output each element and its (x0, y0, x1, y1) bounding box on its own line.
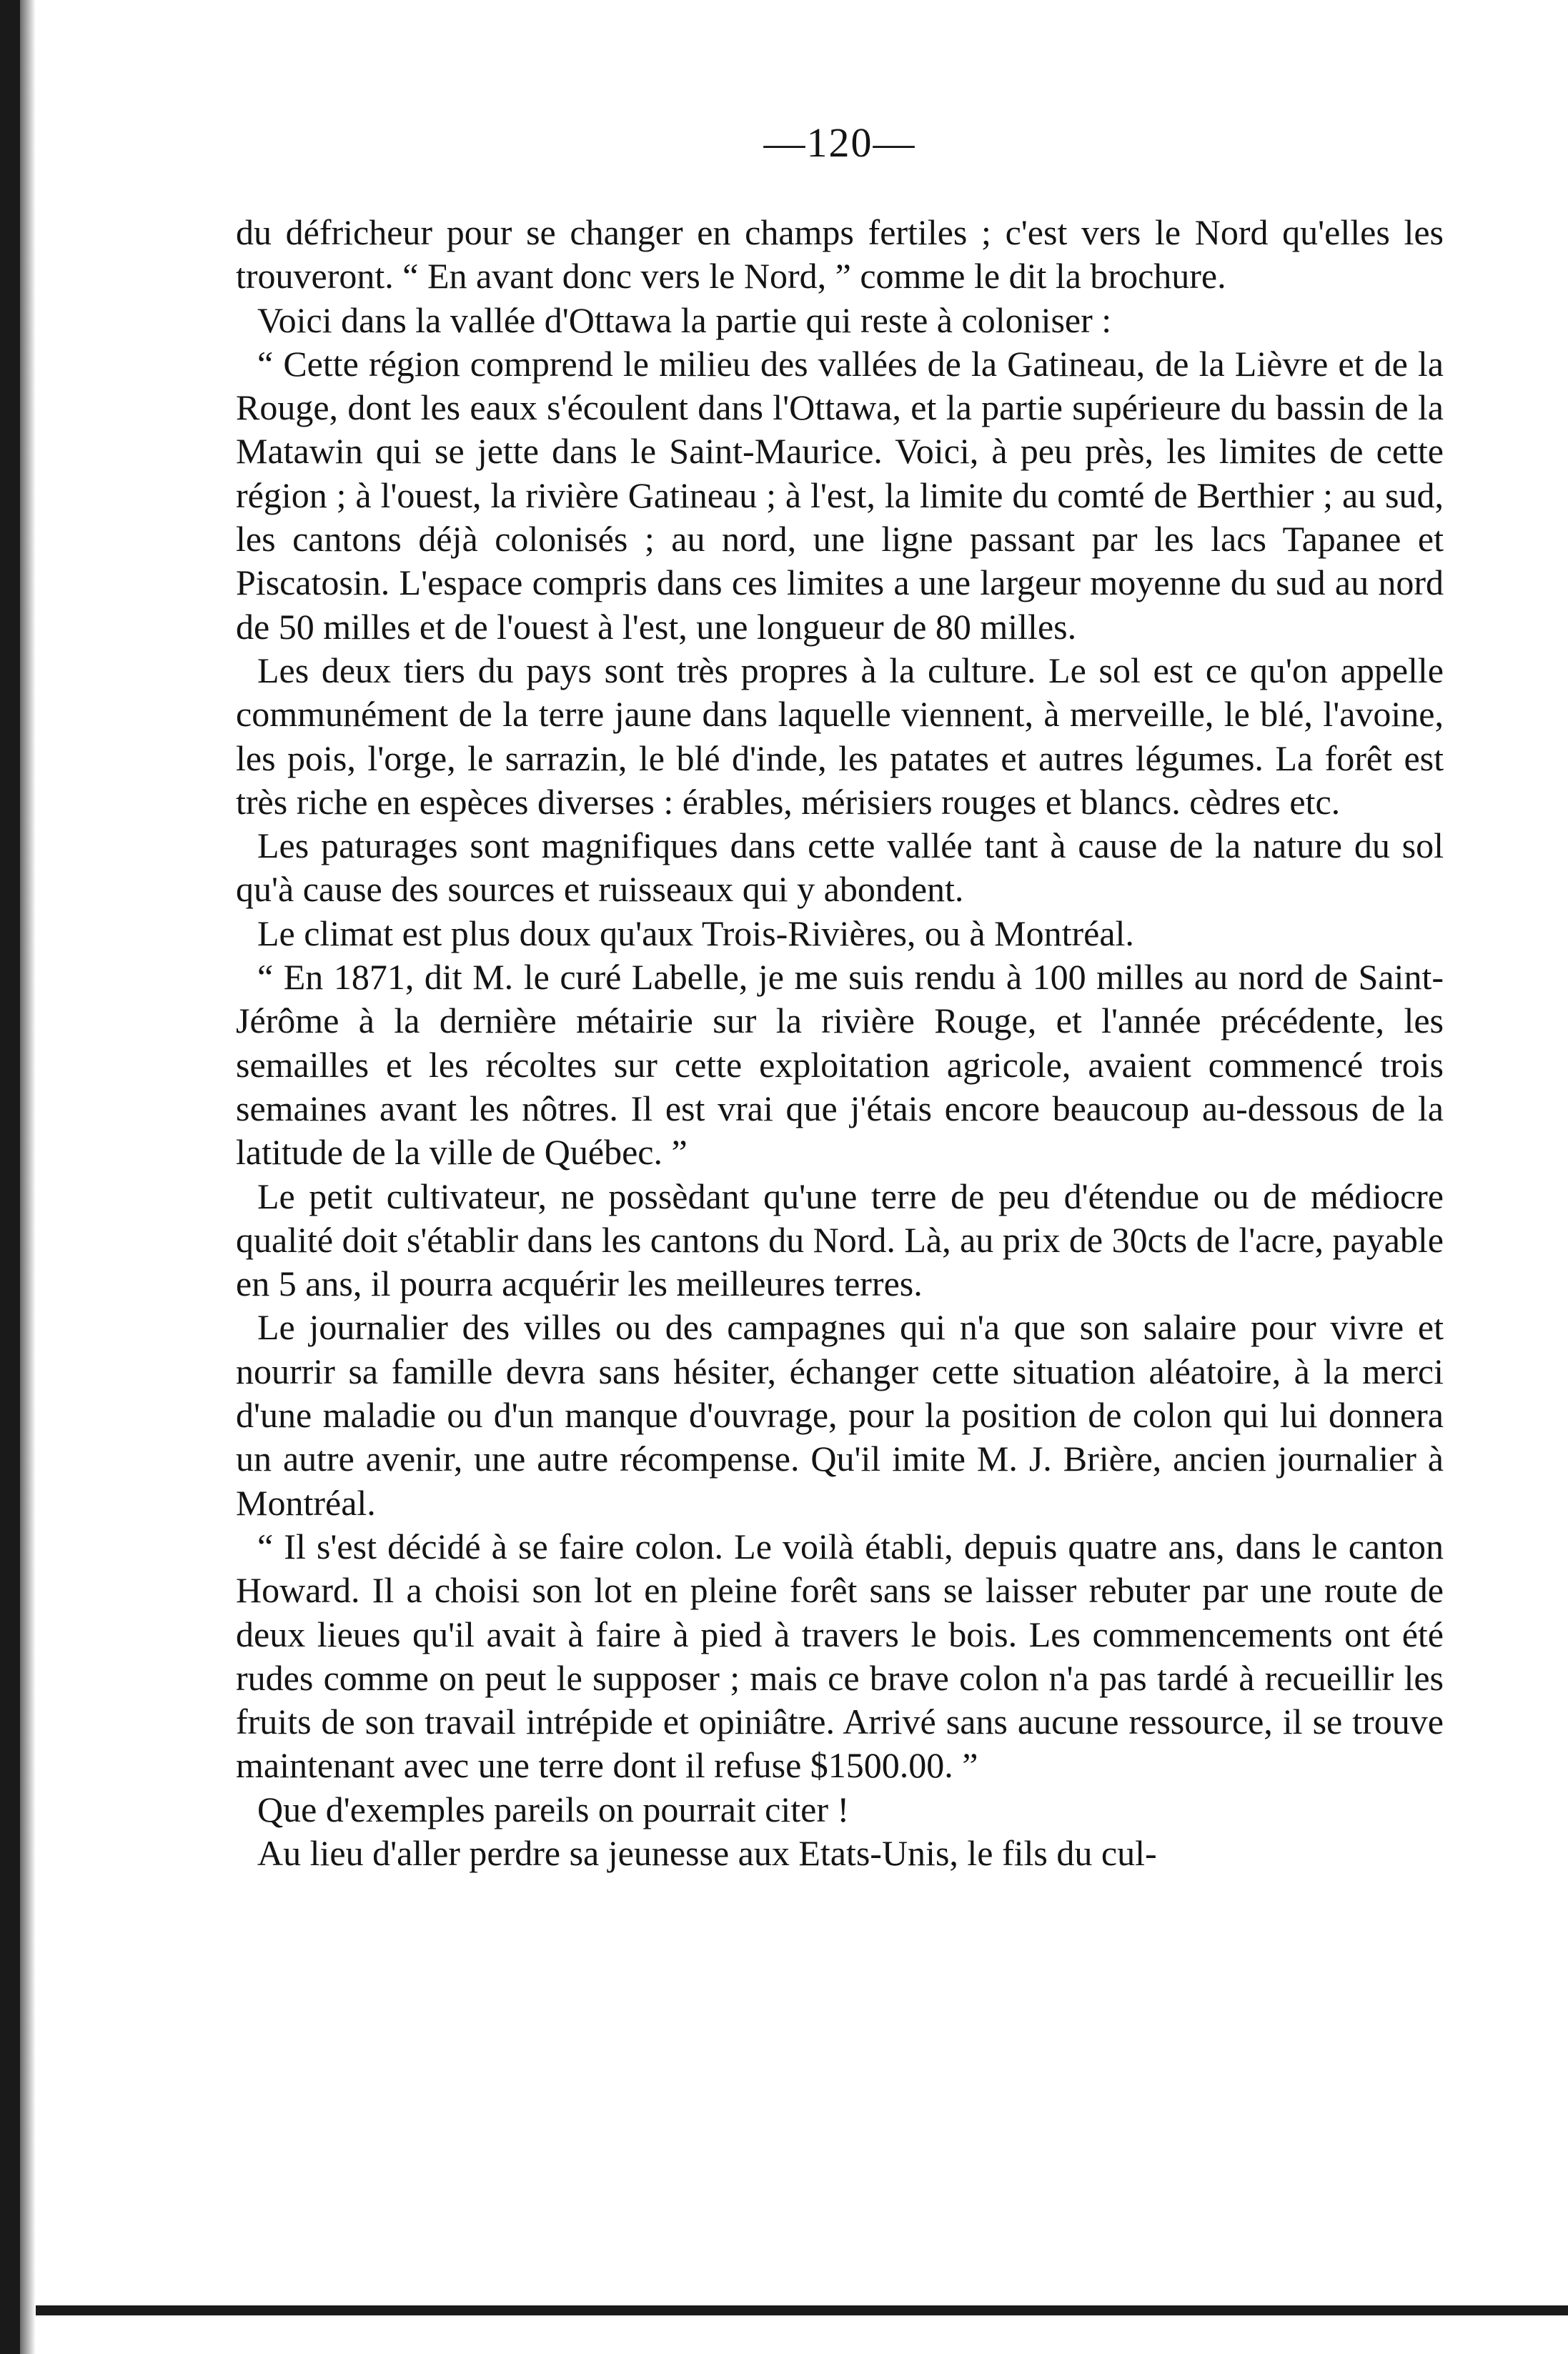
binding-edge (0, 0, 20, 2354)
paragraph: Au lieu d'aller perdre sa jeunesse aux Etats-Unis, le fils du cul- (257, 1832, 1157, 1873)
paragraph: Le journalier des villes ou des campagnes qui n'a que son salaire pour vivre et nourrir sa famille devra sans hésiter, échanger cette situation aléatoire, à la merci d'une maladie ou d'un manque d'ouvrage, pour la position de colon qui lui donnera un autre avenir, une autre récompense. Qu'il imite M. J. Brière, ancien journalier à Montréal. (236, 1307, 1444, 1523)
paragraph: Que d'exemples pareils on pourrait citer ! (257, 1789, 850, 1829)
paragraph: “ Cette région comprend le milieu des vallées de la Gatineau, de la Lièvre et de la Rouge, dont les eaux s'écoulent dans l'Ottawa, et la partie supérieure du bassin de la Matawin qui se jette dans le Saint-Maurice. Voici, à peu près, les limites de cette région ; à l'ouest, la rivière Gatineau ; à l'est, la limite du comté de Berthier ; au sud, les cantons déjà colonisés ; au nord, une ligne passant par les lacs Tapanee et Piscatosin. L'espace compris dans ces limites a une largeur moyenne du sud au nord de 50 milles et de l'ouest à l'est, une longueur de 80 milles. (236, 343, 1444, 647)
paragraph: Le climat est plus doux qu'aux Trois-Rivières, ou à Montréal. (257, 913, 1134, 953)
page-number: —120— (763, 119, 916, 166)
paragraph: Les deux tiers du pays sont très propres à la culture. Le sol est ce qu'on appelle communément de la terre jaune dans laquelle viennent, à merveille, le blé, l'avoine, les pois, l'orge, le sarrazin, le blé d'inde, les patates et autres légumes. La forêt est très riche en espèces diverses : érables, mérisiers rouges et blancs. cèdres etc. (236, 650, 1444, 822)
paragraph: Le petit cultivateur, ne possèdant qu'une terre de peu d'étendue ou de médiocre qualité doit s'établir dans les cantons du Nord. Là, au prix de 30cts de l'acre, payable en 5 ans, il pourra acquérir les meilleures terres. (236, 1176, 1444, 1304)
paragraph: Voici dans la vallée d'Ottawa la partie qui reste à coloniser : (257, 299, 1112, 340)
paragraph: Les paturages sont magnifiques dans cette vallée tant à cause de la nature du sol qu'à cause des sources et ruisseaux qui y abondent. (236, 825, 1444, 910)
paragraph: “ Il s'est décidé à se faire colon. Le voilà établi, depuis quatre ans, dans le canton Howard. Il a choisi son lot en pleine forêt sans se laisser rebuter par une route de deux lieues qu'il avait à faire à pied à travers le bois. Les commencements ont été rudes comme on peut le supposer ; mais ce brave colon n'a pas tardé à recueillir les fruits de son travail intrépide et opiniâtre. Arrivé sans aucune ressource, il se trouve maintenant avec une terre dont il refuse $1500.00. ” (236, 1526, 1444, 1786)
paragraph: “ En 1871, dit M. le curé Labelle, je me suis rendu à 100 milles au nord de Saint-Jérôme à la dernière métairie sur la rivière Rouge, et l'année précédente, les semailles et les récoltes sur cette exploitation agricole, avaient commencé trois semaines avant les nôtres. Il est vrai que j'étais encore beaucoup au-dessous de la latitude de la ville de Québec. ” (236, 957, 1444, 1173)
paragraph: du défricheur pour se changer en champs fertiles ; c'est vers le Nord qu'elles les trouveront. “ En avant donc vers le Nord, ” comme le dit la brochure. (236, 212, 1444, 297)
body-text (236, 211, 1444, 1875)
bottom-rule (36, 2305, 1568, 2315)
page-content (236, 114, 1444, 1875)
binding-shadow (20, 0, 36, 2354)
